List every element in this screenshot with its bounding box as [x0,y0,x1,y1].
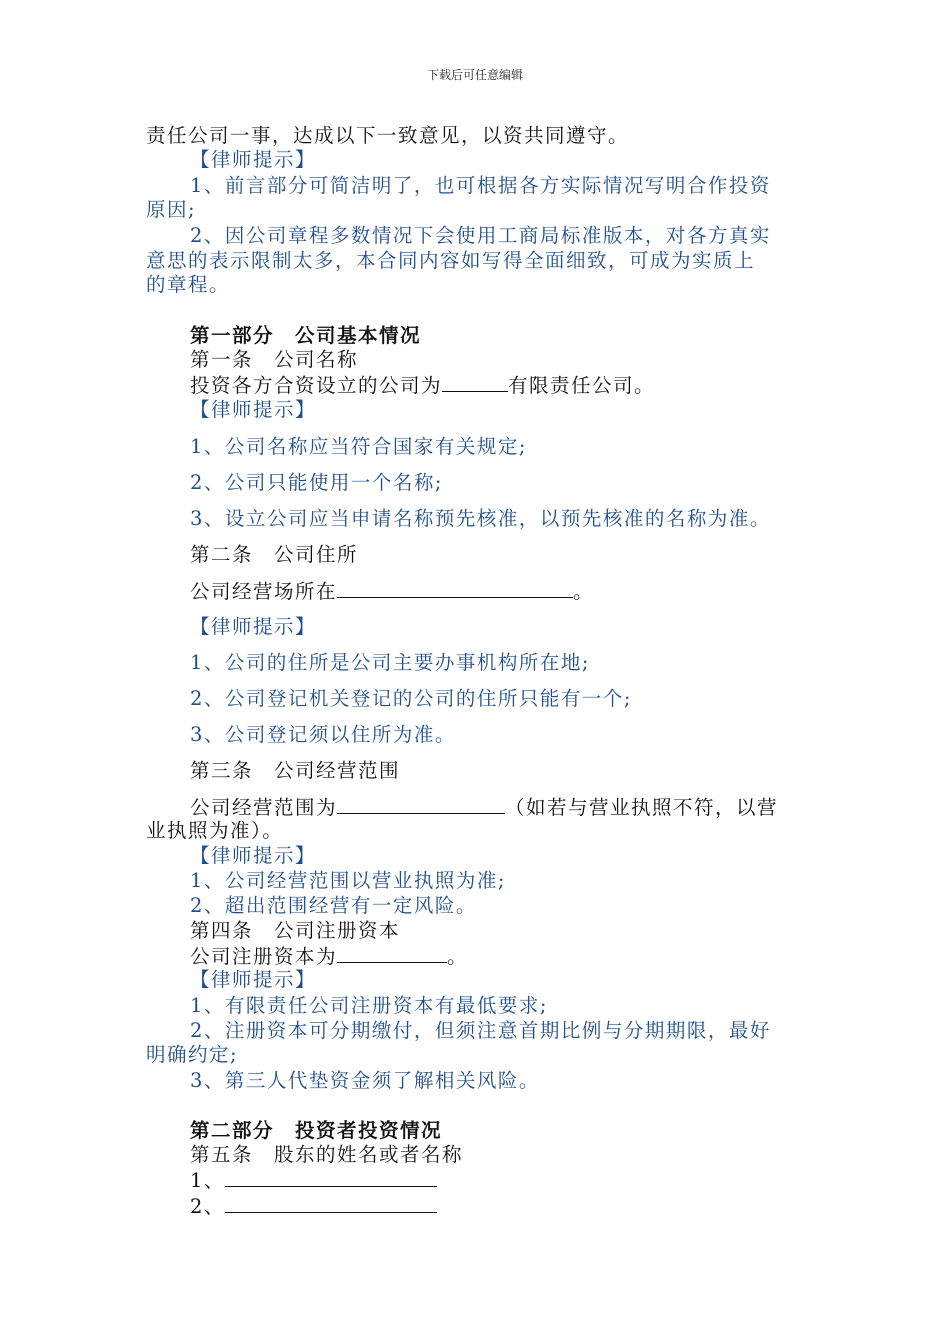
page-header: 下载后可任意编辑 [426,68,523,82]
tip-text: 的章程。 [146,273,231,296]
shareholder-item: 1、 [190,1168,437,1193]
tip-text: 3、第三人代垫资金须了解相关风险。 [190,1069,540,1092]
tip-text: 3、公司登记须以住所为准。 [190,723,456,746]
article-title: 第三条 公司经营范围 [190,759,401,782]
tip-text: 原因; [146,198,197,221]
part-heading: 第二部分 投资者投资情况 [190,1119,443,1142]
tip-text: 1、有限责任公司注册资本有最低要求; [190,994,548,1017]
tip-text: 1、公司的住所是公司主要办事机构所在地; [190,651,590,674]
lawyer-tip-heading: 【律师提示】 [190,968,317,991]
lawyer-tip-heading: 【律师提示】 [190,148,317,171]
shareholder-item: 2、 [190,1194,437,1219]
tip-text: 2、超出范围经营有一定风险。 [190,894,477,917]
tip-text: 2、公司登记机关登记的公司的住所只能有一个; [190,687,632,710]
lawyer-tip-heading: 【律师提示】 [190,398,317,421]
blank-address[interactable] [337,579,573,598]
tip-text: 1、公司名称应当符合国家有关规定; [190,435,527,458]
part-heading: 第一部分 公司基本情况 [190,324,422,347]
blank-shareholder-2[interactable] [225,1194,437,1213]
article-title: 第二条 公司住所 [190,543,359,566]
blank-shareholder-1[interactable] [225,1168,437,1187]
blank-registered-capital[interactable] [337,944,447,963]
article-title: 第四条 公司注册资本 [190,919,401,942]
lawyer-tip-heading: 【律师提示】 [190,615,317,638]
article-title: 第一条 公司名称 [190,348,359,371]
article-body: 业执照为准）。 [146,819,284,842]
tip-text: 2、因公司章程多数情况下会使用工商局标准版本，对各方真实 [190,224,771,247]
article-title: 第五条 股东的姓名或者名称 [190,1143,464,1166]
tip-text: 1、前言部分可简洁明了，也可根据各方实际情况写明合作投资 [190,174,771,197]
article-body: 公司经营范围为 （如若与营业执照不符，以营 [190,796,779,819]
intro-line: 责任公司一事，达成以下一致意见，以资共同遵守。 [146,124,630,147]
blank-business-scope[interactable] [337,795,505,814]
tip-text: 3、设立公司应当申请名称预先核准，以预先核准的名称为准。 [190,507,771,530]
tip-text: 明确约定; [146,1043,239,1066]
article-body: 公司注册资本为 。 [190,945,469,968]
tip-text: 2、注册资本可分期缴付，但须注意首期比例与分期期限，最好 [190,1019,771,1042]
article-body: 公司经营场所在 。 [190,580,595,603]
article-body: 投资各方合资设立的公司为 有限责任公司。 [190,374,656,397]
tip-text: 意思的表示限制太多，本合同内容如写得全面细致，可成为实质上 [146,249,756,272]
lawyer-tip-heading: 【律师提示】 [190,844,317,867]
tip-text: 2、公司只能使用一个名称; [190,471,443,494]
blank-company-name[interactable] [442,373,508,392]
tip-text: 1、公司经营范围以营业执照为准; [190,869,506,892]
